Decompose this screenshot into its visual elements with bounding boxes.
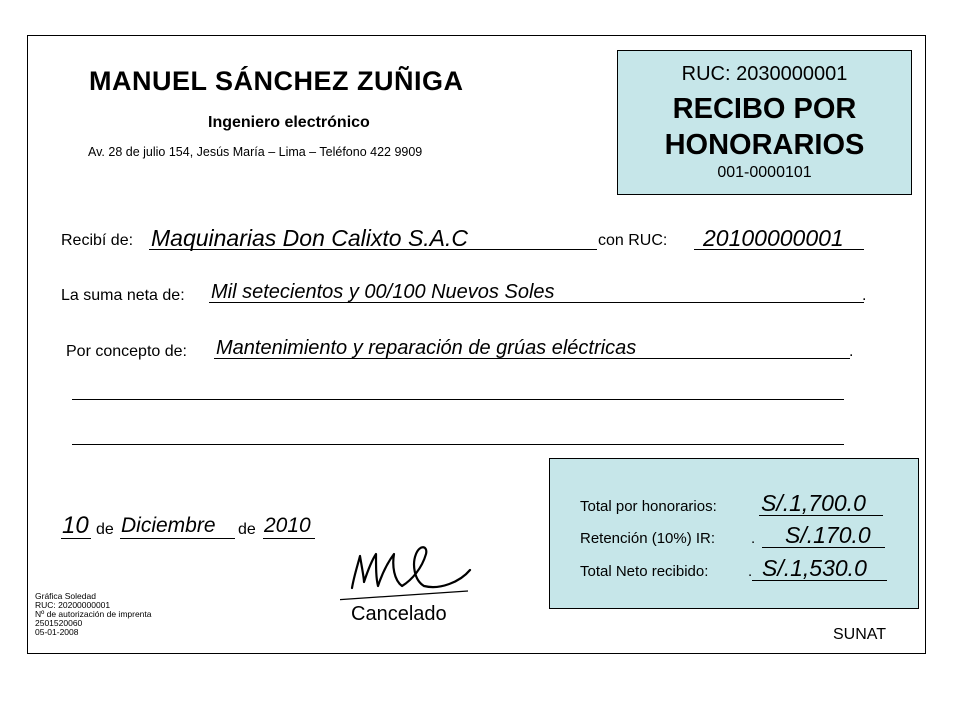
- ruc-value: 20100000001: [703, 225, 844, 251]
- printer-info: Gráfica Soledad RUC: 20200000001 Nº de autorización de imprenta 2501520060 05-01-2008: [35, 591, 152, 637]
- concept-end: .: [849, 343, 854, 360]
- received-from-line: [149, 249, 597, 250]
- date-sep-2: de: [238, 521, 256, 538]
- concept-extra-line-2: [72, 444, 844, 445]
- issuer-address: Av. 28 de julio 154, Jesús María – Lima – Teléfono 422 9909: [88, 145, 423, 159]
- document-title-line1: RECIBO POR: [672, 93, 857, 125]
- concept-extra-line-1: [72, 399, 844, 400]
- received-from-value: Maquinarias Don Calixto S.A.C: [151, 225, 469, 251]
- received-from-label: Recibí de:: [61, 232, 134, 249]
- date-sep-1: de: [96, 521, 114, 538]
- concept-label: Por concepto de:: [66, 343, 187, 360]
- issuer-profession: Ingeniero electrónico: [208, 114, 370, 131]
- date-month-line: [120, 538, 235, 539]
- ruc-number: RUC: 2030000001: [681, 63, 848, 85]
- concept-value: Mantenimiento y reparación de grúas eléctricas: [216, 337, 637, 359]
- date-month: Diciembre: [121, 514, 216, 537]
- amount-line: [209, 302, 864, 303]
- honorarios-line: [759, 515, 883, 516]
- document-number: 001-0000101: [717, 164, 812, 181]
- neto-line: [752, 580, 887, 581]
- neto-dot: .: [748, 563, 753, 580]
- sunat-label: SUNAT: [833, 626, 887, 643]
- honorarios-value: S/.1,700.0: [761, 490, 866, 516]
- neto-value: S/.1,530.0: [762, 555, 867, 581]
- retencion-dot: .: [751, 530, 756, 547]
- ruc-line: [694, 249, 864, 250]
- issuer-name: MANUEL SÁNCHEZ ZUÑIGA: [89, 66, 464, 96]
- date-year: 2010: [264, 514, 311, 537]
- document-title: [618, 91, 911, 163]
- date-year-line: [263, 538, 315, 539]
- receipt: [27, 35, 926, 654]
- honorarios-label: Total por honorarios:: [580, 498, 717, 515]
- date-day: 10: [62, 512, 89, 539]
- signature-caption: Cancelado: [351, 603, 447, 625]
- date-day-line: [61, 538, 91, 539]
- ruc-label: con RUC:: [598, 232, 668, 249]
- retencion-line: [762, 547, 885, 548]
- totals-box: [549, 458, 919, 609]
- retencion-value: S/.170.0: [785, 522, 871, 548]
- ruc-box: [617, 50, 912, 195]
- amount-value: Mil setecientos y 00/100 Nuevos Soles: [211, 281, 555, 303]
- concept-line: [214, 358, 850, 359]
- document-title-line2: HONORARIOS: [664, 129, 865, 161]
- retencion-label: Retención (10%) IR:: [580, 530, 716, 547]
- signature: [340, 536, 510, 606]
- amount-label: La suma neta de:: [61, 287, 185, 304]
- amount-end: .: [862, 287, 867, 304]
- neto-label: Total Neto recibido:: [580, 563, 709, 580]
